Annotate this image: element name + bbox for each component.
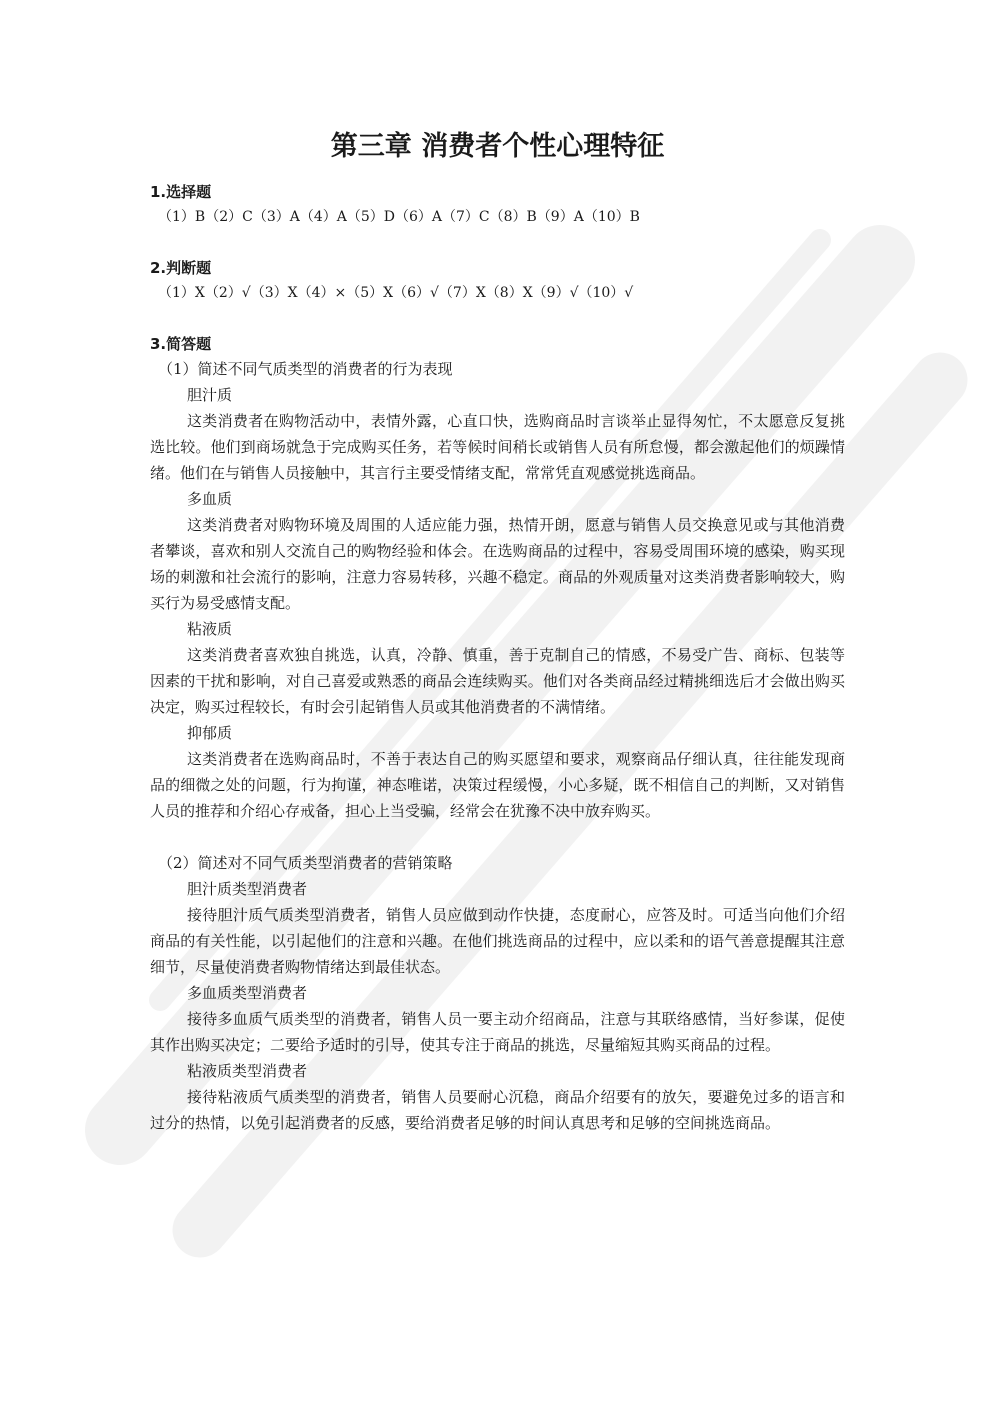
question-1-title: （1）简述不同气质类型的消费者的行为表现 [158,360,453,378]
spacer [150,824,845,850]
section-heading-judgement: 2.判断题 [150,259,212,277]
q2-item-label: 胆汁质类型消费者 [187,880,308,898]
q1-item-label: 粘液质 [187,620,233,638]
q2-item-label: 粘液质类型消费者 [187,1062,308,1080]
section-choice [150,180,845,230]
page-title: 第三章 消费者个性心理特征 [330,131,665,162]
q1-item-label: 抑郁质 [187,724,233,742]
choice-answers: （1）B（2）C（3）A（4）A（5）D（6）A（7）C（8）B（9）A（10）B [158,209,640,225]
q1-item-label: 多血质 [187,490,233,508]
section-heading-short-answer: 3.简答题 [150,335,212,353]
q2-item-text: 接待胆汁质气质类型消费者，销售人员应做到动作快捷，态度耐心，应答及时。可适当向他们介绍商品的有关性能，以引起他们的注意和兴趣。在他们挑选商品的过程中，应以柔和的语气善意提醒其注意细节，尽量使消费者购物情绪达到最佳状态。 [150,906,845,976]
section-judgement [150,256,845,306]
q1-item-text: 这类消费者喜欢独自挑选，认真，冷静、慎重，善于克制自己的情感，不易受广告、商标、包装等因素的干扰和影响，对自己喜爱或熟悉的商品会连续购买。他们对各类商品经过精挑细选后才会做出购买决定，购买过程较长，有时会引起销售人员或其他消费者的不满情绪。 [150,646,845,716]
section-heading-choice: 1.选择题 [150,183,212,201]
judgement-answers: （1）X（2）√（3）X（4）×（5）X（6）√（7）X（8）X（9）√（10）√ [158,285,634,301]
question-2-title: （2）简述对不同气质类型消费者的营销策略 [158,854,453,872]
q1-item-text: 这类消费者对购物环境及周围的人适应能力强，热情开朗，愿意与销售人员交换意见或与其他消费者攀谈，喜欢和别人交流自己的购物经验和体会。在选购商品的过程中，容易受周围环境的感染，购买现场的刺激和社会流行的影响，注意力容易转移，兴趣不稳定。商品的外观质量对这类消费者影响较大，购买行为易受感情支配。 [150,516,845,612]
q1-item-text: 这类消费者在购物活动中，表情外露，心直口快，选购商品时言谈举止显得匆忙，不太愿意反复挑选比较。他们到商场就急于完成购买任务，若等候时间稍长或销售人员有所怠慢，都会激起他们的烦躁情绪。他们在与销售人员接触中，其言行主要受情绪支配，常常凭直观感觉挑选商品。 [150,412,845,482]
section-short-answer [150,332,845,1136]
q2-item-label: 多血质类型消费者 [187,984,308,1002]
q2-item-text: 接待粘液质气质类型的消费者，销售人员要耐心沉稳，商品介绍要有的放矢，要避免过多的语言和过分的热情，以免引起消费者的反感，要给消费者足够的时间认真思考和足够的空间挑选商品。 [150,1088,845,1132]
q1-item-text: 这类消费者在选购商品时，不善于表达自己的购买愿望和要求，观察商品仔细认真，往往能发现商品的细微之处的问题，行为拘谨，神态唯诺，决策过程缓慢，小心多疑，既不相信自己的判断，又对销售人员的推荐和介绍心存戒备，担心上当受骗，经常会在犹豫不决中放弃购买。 [150,750,845,820]
content-area [150,126,845,1136]
q2-item-text: 接待多血质气质类型的消费者，销售人员一要主动介绍商品，注意与其联络感情，当好参谋，促使其作出购买决定；二要给予适时的引导，使其专注于商品的挑选，尽量缩短其购买商品的过程。 [150,1010,845,1054]
q1-item-label: 胆汁质 [187,386,233,404]
